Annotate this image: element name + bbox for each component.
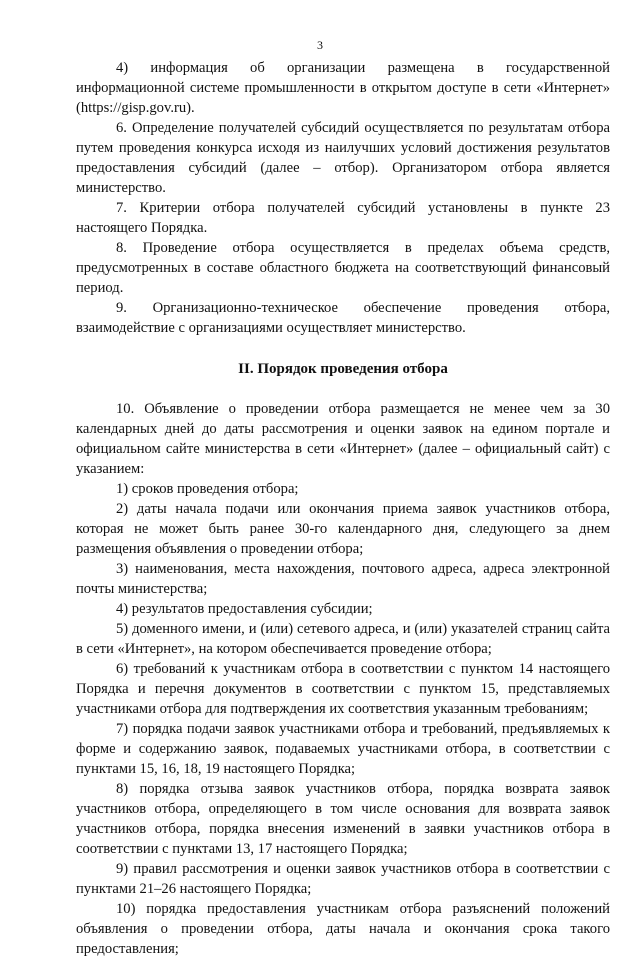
page-number: 3 (317, 38, 323, 52)
list-item-8: 8) порядка отзыва заявок участников отбора, порядка возврата заявок участников отбора, определяющего в том числе основания для возврата заявок участников отбора, порядка внесения изменений в заявки участников отбора в соответствии с пунктами 13, 17 настоящего Порядка; (76, 781, 610, 857)
paragraph-8: 8. Проведение отбора осуществляется в пределах объема средств, предусмотренных в составе областного бюджета на соответствующий финансовый период. (76, 240, 610, 296)
list-item-5: 5) доменного имени, и (или) сетевого адреса, и (или) указателей страниц сайта в сети «Интернет», на котором обеспечивается проведение отбора; (76, 621, 610, 657)
list-item-1: 1) сроков проведения отбора; (116, 481, 299, 497)
paragraph-6: 6. Определение получателей субсидий осуществляется по результатам отбора путем проведения конкурса исходя из наилучших условий достижения результатов предоставления субсидий (далее – отбор). Организатором отбора является министерство. (76, 120, 610, 196)
paragraph-item-4: 4) информация об организации размещена в государственной информационной системе промышленности в открытом доступе в сети «Интернет» (https://gisp.gov.ru). (76, 60, 610, 116)
paragraph-7: 7. Критерии отбора получателей субсидий установлены в пункте 23 настоящего Порядка. (76, 200, 610, 236)
document-body (76, 58, 610, 959)
paragraph-9: 9. Организационно-техническое обеспечение проведения отбора, взаимодействие с организациями осуществляет министерство. (76, 300, 610, 336)
list-item-7: 7) порядка подачи заявок участниками отбора и требований, предъявляемых к форме и содержанию заявок, подаваемых участниками отбора, в соответствии с пунктами 15, 16, 18, 19 настоящего Порядка; (76, 721, 610, 777)
list-item-6: 6) требований к участникам отбора в соответствии с пунктом 14 настоящего Порядка и перечня документов в соответствии с пунктом 15, представляемых участниками отбора для подтверждения их соответствия указанным требованиям; (76, 661, 610, 717)
section-title: II. Порядок проведения отбора (238, 361, 448, 377)
list-item-10: 10) порядка предоставления участникам отбора разъяснений положений объявления о проведении отбора, даты начала и окончания срока такого предоставления; (76, 901, 610, 957)
list-item-9: 9) правил рассмотрения и оценки заявок участников отбора в соответствии с пунктами 21–26 настоящего Порядка; (76, 861, 610, 897)
list-item-3: 3) наименования, места нахождения, почтового адреса, адреса электронной почты министерства; (76, 561, 610, 597)
paragraph-10: 10. Объявление о проведении отбора размещается не менее чем за 30 календарных дней до даты рассмотрения и оценки заявок на едином портале и официальном сайте министерства в сети «Интернет» (далее – официальный сайт) с указанием: (76, 401, 610, 477)
list-item-4: 4) результатов предоставления субсидии; (116, 601, 373, 617)
list-item-2: 2) даты начала подачи или окончания приема заявок участников отбора, которая не может быть ранее 30-го календарного дня, следующего за днем размещения объявления о проведении отбора; (76, 501, 610, 557)
